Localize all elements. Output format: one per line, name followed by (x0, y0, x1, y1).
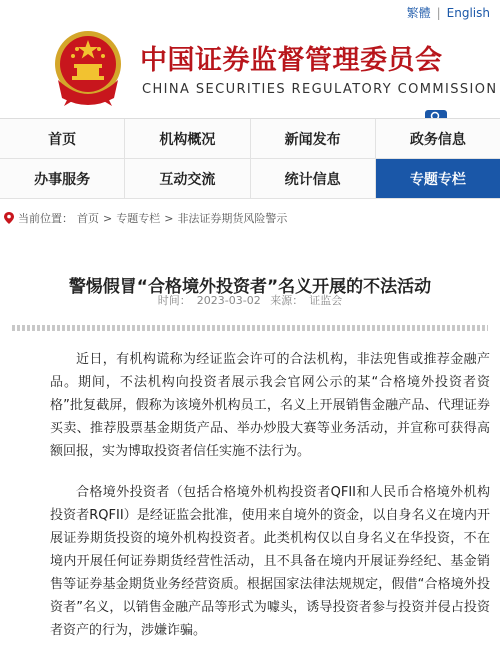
article-title: 警惕假冒“合格境外投资者”名义开展的不法活动 (68, 277, 432, 297)
language-bar (407, 4, 490, 21)
breadcrumb-label: 当前位置： (18, 212, 73, 225)
dotted-divider (12, 325, 488, 331)
traditional-chinese-link[interactable]: 繁體 (406, 6, 431, 20)
nav-item-statistics[interactable]: 统计信息 (251, 159, 376, 198)
breadcrumb-separator: > (164, 211, 174, 225)
nav-item-interaction[interactable]: 互动交流 (125, 159, 250, 198)
nav-item-home[interactable]: 首页 (0, 119, 125, 158)
nav-row-primary (0, 119, 500, 159)
breadcrumb-home[interactable]: 首页 (77, 212, 99, 225)
article-body (50, 348, 490, 660)
article-meta (0, 292, 500, 308)
breadcrumb (4, 210, 287, 226)
article-paragraph: 合格境外投资者（包括合格境外机构投资者QFII和人民币合格境外机构投资者RQFII）是经证监会批准，使用来自境外的资金，以自身名义在境内开展证券期货投资的境外机构投资者。此类机构仅以自身名义在华投资，不在境内开展任何证券期货经营性活动，且不具备在境内开展证券经纪、基金销售等证券基金期货业务经营资质。根据国家法律法规规定，假借“合格境外投资者”名义，以销售金融产品等形式为噱头，诱导投资者参与投资并侵占投资者资产的行为，涉嫌诈骗。 (50, 485, 490, 638)
article-source: 证监会 (309, 294, 343, 307)
time-label: 时间： (157, 294, 191, 307)
nav-item-news[interactable]: 新闻发布 (251, 119, 376, 158)
location-pin-icon (4, 212, 14, 224)
site-header (0, 24, 500, 116)
site-title-chinese: 中国证券监督管理委员会 (140, 45, 443, 76)
publish-date: 2023-03-02 (196, 294, 261, 307)
english-link[interactable]: English (446, 5, 490, 20)
nav-row-secondary (0, 159, 500, 199)
nav-item-services[interactable]: 办事服务 (0, 159, 125, 198)
nav-item-organization[interactable]: 机构概况 (125, 119, 250, 158)
source-label: 来源： (270, 294, 304, 307)
site-title-english: CHINA SECURITIES REGULATORY COMMISSION (142, 82, 498, 97)
nav-item-government-info[interactable]: 政务信息 (409, 131, 466, 148)
breadcrumb-risk-warning[interactable]: 非法证券期货风险警示 (177, 212, 288, 225)
language-separator: | (436, 5, 441, 20)
breadcrumb-special-topics[interactable]: 专题专栏 (116, 212, 161, 225)
nav-item-special-topics[interactable]: 专题专栏 (376, 159, 500, 198)
breadcrumb-separator: > (103, 211, 113, 225)
main-nav (0, 118, 500, 198)
article-paragraph: 近日，有机构谎称为经证监会许可的合法机构，非法兜售或推荐金融产品。期间，不法机构向投资者展示我会官网公示的某“合格境外投资者资格”批复截屏，假称为该境外机构员工，名义上开展销售金融产品、代理证券买卖、推荐股票基金期货产品、举办炒股大赛等业务活动，并宣称可获得高额回报，实为博取投资者信任实施不法行为。 (50, 352, 490, 459)
national-emblem-icon[interactable] (50, 28, 126, 108)
